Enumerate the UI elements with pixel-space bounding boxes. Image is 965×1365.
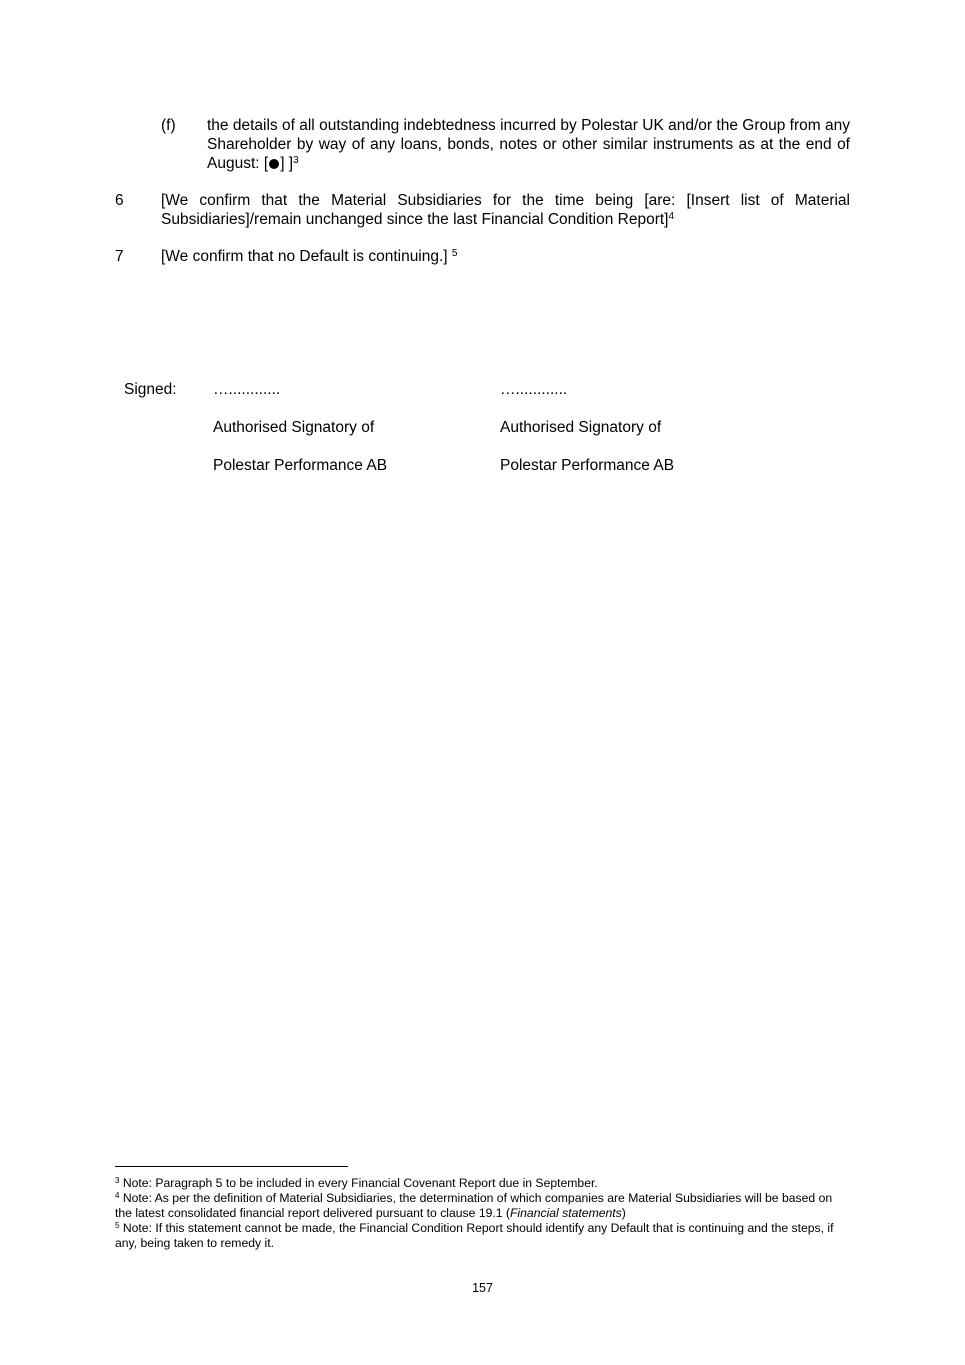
footnote-5-ref: 5	[115, 1221, 120, 1230]
footnotes	[115, 1176, 850, 1251]
footnote-ref-5: 5	[451, 248, 458, 259]
paragraph-7-body: [We confirm that no Default is continuing.]	[161, 248, 452, 265]
paragraph-f-close: ] ]	[280, 155, 294, 172]
paragraph-f-text	[207, 116, 850, 173]
placeholder-bullet-icon	[269, 159, 279, 169]
footnote-5	[115, 1221, 850, 1251]
paragraph-6-number: 6	[115, 192, 124, 209]
paragraph-f-marker: (f)	[161, 117, 176, 134]
signature-line-left: …............	[213, 381, 281, 398]
footnote-4-italic: Financial statements	[509, 1206, 622, 1220]
footnote-ref-4: 4	[668, 211, 675, 222]
signature-line-right: …............	[500, 381, 568, 398]
paragraph-7-number: 7	[115, 248, 124, 265]
paragraph-6-text	[161, 191, 850, 229]
page-number: 157	[472, 1281, 493, 1295]
footnote-ref-3: 3	[293, 155, 299, 166]
footnote-3-text: Note: Paragraph 5 to be included in every Financial Covenant Report due in September.	[119, 1176, 598, 1190]
footnote-4-text: Note: As per the definition of Material Subsidiaries, the determination of which companies are Material Subsidiaries will be based on the latest consolidated financial report delivered pursuant to clause 19.1 (	[115, 1191, 833, 1220]
footnote-5-text: Note: If this statement cannot be made, the Financial Condition Report should identify any Default that is continuing and the steps, if any, being taken to remedy it.	[115, 1221, 834, 1250]
signatory-company-right: Polestar Performance AB	[500, 457, 675, 474]
footnote-separator	[115, 1166, 348, 1167]
signatory-company-left: Polestar Performance AB	[213, 457, 388, 474]
footnote-4-close: )	[621, 1206, 626, 1220]
paragraph-7-text	[161, 247, 850, 266]
paragraph-6-body: [We confirm that the Material Subsidiaries for the time being [are: [Insert list of Material Subsidiaries]/remain unchanged since the last Financial Condition Report]	[161, 192, 850, 228]
signatory-title-left: Authorised Signatory of	[213, 419, 375, 436]
signed-label: Signed:	[124, 381, 177, 398]
footnote-3-ref: 3	[115, 1176, 120, 1185]
paragraph-f-body: the details of all outstanding indebtedness incurred by Polestar UK and/or the Group from any Shareholder by way of any loans, bonds, notes or other similar instruments as at the end of August: [	[207, 117, 850, 172]
footnote-4-ref: 4	[115, 1191, 120, 1200]
footnote-3	[115, 1176, 850, 1191]
footnote-4	[115, 1191, 850, 1221]
signatory-title-right: Authorised Signatory of	[500, 419, 662, 436]
